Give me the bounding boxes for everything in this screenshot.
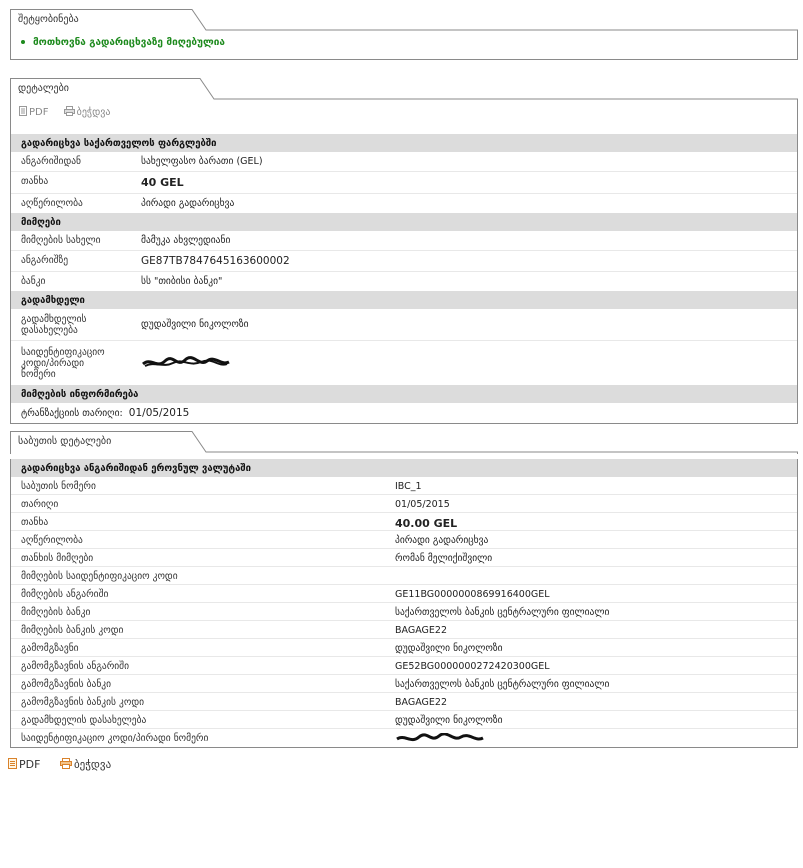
document-row [11, 657, 797, 675]
document-row [11, 531, 797, 549]
document-row-label: გადამხდელის დასახელება [21, 715, 147, 726]
document-tab-label: საბუთის დეტალები [18, 436, 112, 447]
success-message [11, 31, 797, 56]
document-row-value: 40.00 GEL [395, 517, 458, 530]
section-payer: გადამხდელი [11, 291, 797, 309]
document-row-value: BAGAGE22 [395, 625, 447, 636]
document-row-label: გამომგზავნის ანგარიში [21, 661, 130, 672]
section-recipient: მიმღები [11, 213, 797, 231]
details-tab [10, 77, 798, 101]
bottom-print-button[interactable] [60, 758, 111, 771]
section-document: გადარიცხვა ანგარიშიდან ეროვნულ ვალუტაში [11, 459, 797, 477]
section-transfer: გადარიცხვა საქართველოს ფარგლებში [11, 134, 797, 152]
printer-icon [60, 758, 72, 769]
printer-icon [64, 106, 75, 116]
document-row-label: საიდენტიფიკაციო კოდი/პირადი ნომერი [21, 733, 209, 744]
document-row [11, 549, 797, 567]
document-row-value: დუდაშვილი ნიკოლოზი [395, 643, 503, 654]
print-button[interactable] [64, 107, 111, 118]
details-body [10, 100, 798, 424]
document-row-label: საბუთის ნომერი [21, 481, 96, 492]
bottom-print-label: ბეჭდვა [73, 758, 112, 771]
document-row [11, 621, 797, 639]
document-panel [10, 430, 798, 748]
document-icon [19, 106, 27, 116]
document-row [11, 513, 797, 531]
section-recipient-info: მიმღების ინფორმირება [11, 385, 797, 403]
row-account [11, 251, 797, 272]
document-row [11, 711, 797, 729]
redaction-scribble [141, 355, 231, 371]
document-row [11, 693, 797, 711]
notice-tab [10, 8, 798, 32]
document-row-value [385, 729, 497, 747]
document-row-label: გამომგზავნის ბანკი [21, 679, 112, 690]
row-from-account [11, 152, 797, 172]
document-rows [11, 477, 797, 747]
tab-outline [10, 8, 798, 32]
amount-value: 40 GEL [141, 176, 184, 189]
description-value: პირადი გადარიცხვა [141, 198, 235, 209]
document-row-value: IBC_1 [395, 481, 422, 492]
payer-name-value: დუდაშვილი ნიკოლოზი [141, 319, 249, 330]
from-account-value: სახელფასო ბარათი (GEL) [141, 156, 263, 167]
document-row [11, 585, 797, 603]
document-row-value: საქართველოს ბანკის ცენტრალური ფილიალი [395, 607, 610, 618]
bottom-pdf-label: PDF [19, 758, 41, 771]
document-row [11, 495, 797, 513]
bank-label: ბანკი [21, 276, 46, 287]
bullet-icon [21, 40, 25, 44]
document-row-label: თანხის მიმღები [21, 553, 94, 564]
document-body [10, 459, 798, 748]
details-toolbar [11, 100, 797, 122]
bottom-pdf-button[interactable] [8, 758, 44, 771]
bottom-toolbar [8, 758, 127, 771]
redaction-scribble [395, 733, 485, 745]
document-row-label: აღწერილობა [21, 535, 83, 546]
notice-tab-label: შეტყობინება [18, 14, 79, 25]
from-account-label: ანგარიშიდან [21, 156, 82, 167]
document-row-value [385, 567, 407, 584]
row-amount [11, 172, 797, 194]
notice-body [10, 31, 798, 60]
transaction-date [11, 403, 199, 423]
pdf-label: PDF [29, 107, 49, 118]
notice-panel [10, 8, 798, 60]
row-bank [11, 272, 797, 291]
recipient-name-value: მამუკა ახვლედიანი [141, 235, 231, 246]
row-recipient-name [11, 231, 797, 251]
tab-outline [10, 430, 798, 454]
account-label: ანგარიშზე [21, 255, 69, 266]
details-tab-label: დეტალები [18, 83, 69, 94]
description-label: აღწერილობა [21, 198, 83, 209]
document-row-value: პირადი გადარიცხვა [395, 535, 489, 546]
document-row-label: მიმღების საიდენტიფიკაციო კოდი [21, 571, 178, 582]
tab-outline [10, 77, 798, 101]
bank-value: სს "თიბისი ბანკი" [141, 276, 223, 287]
print-label: ბეჭდვა [76, 107, 111, 118]
document-row-value: BAGAGE22 [395, 697, 447, 708]
pdf-button[interactable] [19, 107, 52, 118]
document-icon [8, 758, 17, 769]
document-row-value: საქართველოს ბანკის ცენტრალური ფილიალი [395, 679, 610, 690]
document-row-value: 01/05/2015 [395, 499, 450, 510]
amount-label: თანხა [21, 176, 49, 187]
row-payer-id [11, 341, 797, 385]
success-message-text: მოთხოვნა გადარიცხვაზე მიღებულია [33, 37, 225, 48]
document-row [11, 603, 797, 621]
document-row-label: თანხა [21, 517, 49, 528]
document-row-value: GE52BG0000000272420300GEL [395, 661, 550, 672]
transaction-date-value: 01/05/2015 [128, 407, 190, 419]
details-panel [10, 77, 798, 424]
document-row [11, 477, 797, 495]
account-value: GE87TB7847645163600002 [141, 255, 290, 267]
document-row-label: გამომგზავნი [21, 643, 79, 654]
document-row-label: მიმღების ბანკის კოდი [21, 625, 124, 636]
document-row [11, 567, 797, 585]
row-payer-name [11, 309, 797, 341]
payer-id-label: საიდენტიფიკაციო კოდი/პირადი ნომერი [21, 346, 105, 380]
document-row-value: GE11BG0000000869916400GEL [395, 589, 550, 600]
document-row [11, 729, 797, 747]
row-transaction-date [11, 403, 797, 423]
document-row-value: რომან მელიქიშვილი [395, 553, 493, 564]
document-row-label: მიმღების ანგარიში [21, 589, 109, 600]
document-row-label: გამომგზავნის ბანკის კოდი [21, 697, 145, 708]
document-row-label: თარიღი [21, 499, 59, 510]
document-row-value: დუდაშვილი ნიკოლოზი [395, 715, 503, 726]
transaction-date-label: ტრანზაქციის თარიღი: [21, 408, 123, 419]
document-row [11, 639, 797, 657]
payer-name-label: გადამხდელის დასახელება [21, 313, 87, 336]
document-row [11, 675, 797, 693]
row-description [11, 194, 797, 213]
document-row-label: მიმღების ბანკი [21, 607, 91, 618]
recipient-name-label: მიმღების სახელი [21, 235, 101, 246]
document-tab [10, 430, 798, 454]
payer-id-value [129, 351, 243, 375]
